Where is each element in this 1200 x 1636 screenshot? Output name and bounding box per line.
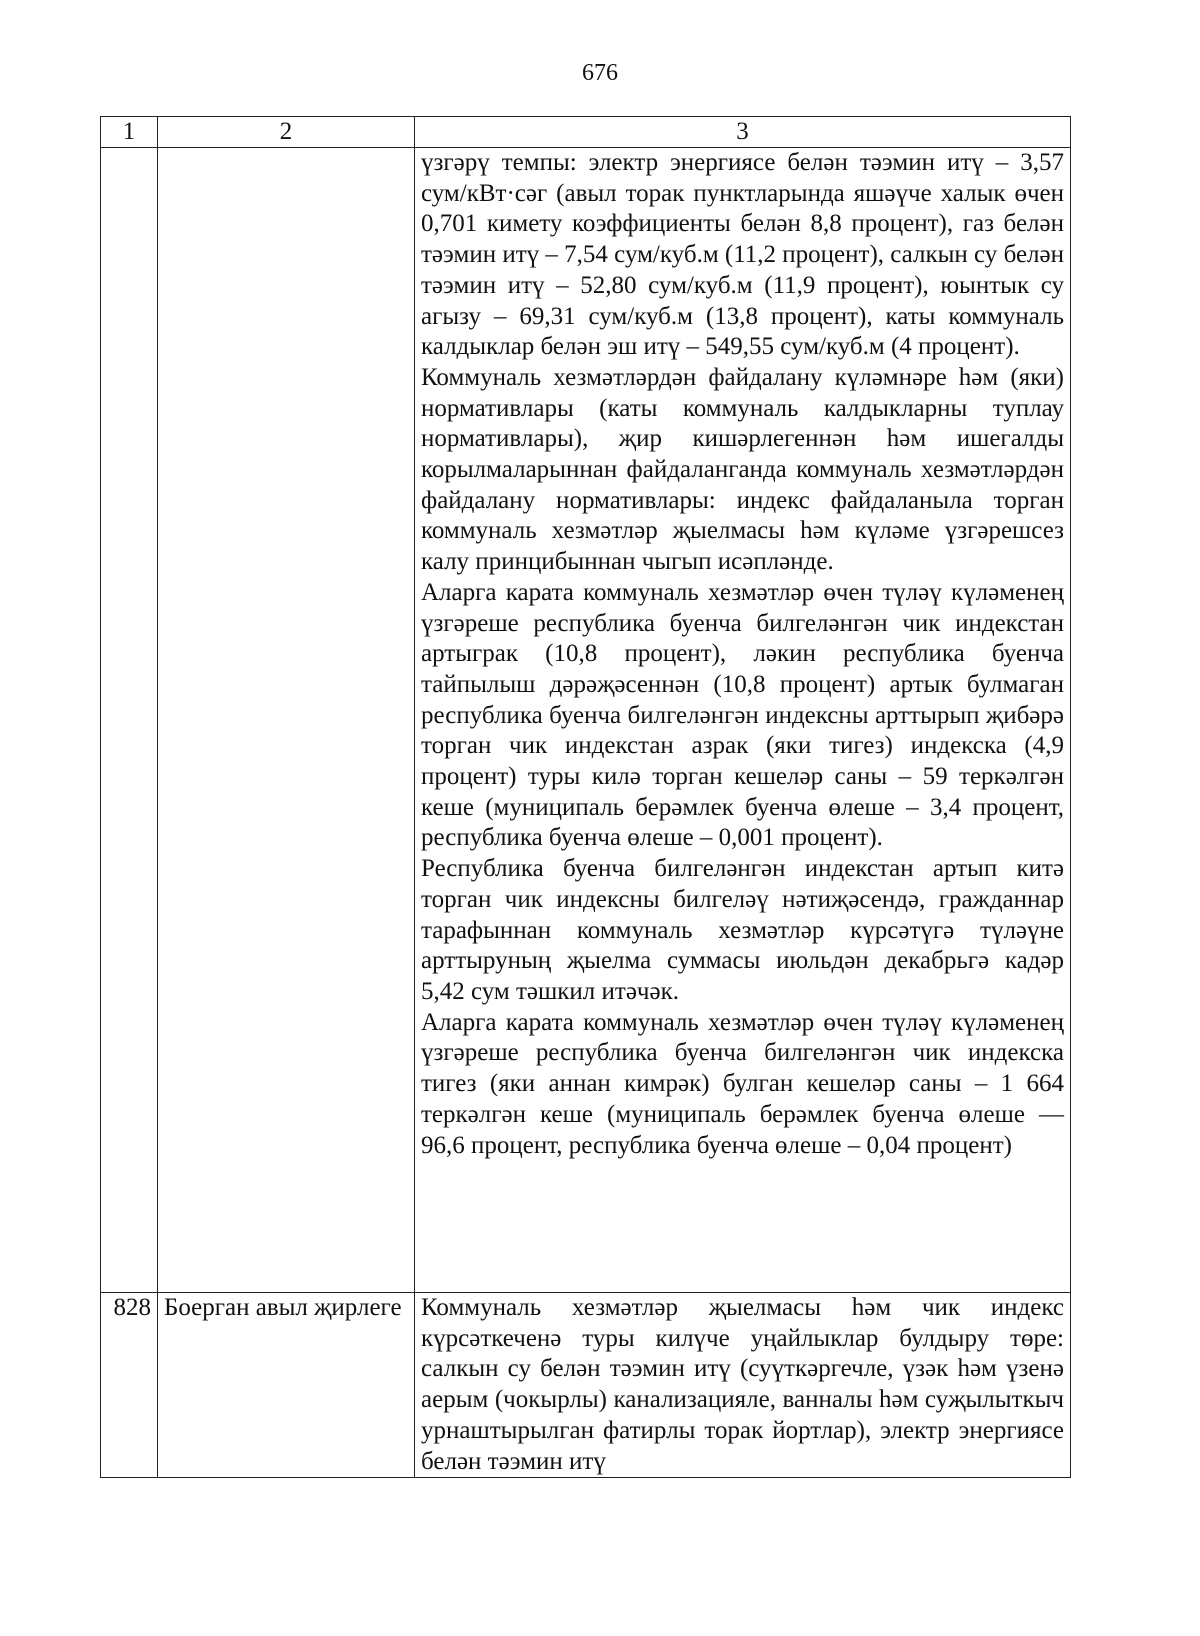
paragraph: Коммуналь хезмәтләрдән файдалану күләмнәре һәм (яки) нормативлары (каты коммуналь калдыкларны туплау нормативлары), җир кишәрлегеннән һәм ишегалды корылмаларыннан файдаланганда коммуналь хезмәтләрдән файдалану нормативлары: индекс файдаланыла торган коммуналь хезмәтләр җыелмасы һәм күләме үзгәрешсез калу принцибыннан чыгып исәпләнде.	[421, 363, 1064, 576]
paragraph: Аларга карата коммуналь хезмәтләр өчен түләү күләменең үзгәреше республика буенча билгеләнгән чик индекска тигез (яки аннан кимрәк) булган кешеләр саны – 1 664 теркәлгән кеше (муниципаль берәмлек буенча өлеше — 96,6 процент, республика буенча өлеше – 0,04 процент)	[421, 1008, 1064, 1159]
table-row	[101, 1293, 1071, 1478]
paragraph: үзгәрү темпы: электр энергиясе белән тәэмин итү – 3,57 сум/кВт·сәг (авыл торак пунктларында яшәүче халык өчен 0,701 кимету коэффициенты белән 8,8 процент), газ белән тәэмин итү – 7,54 сум/куб.м (11,2 процент), салкын су белән тәэмин итү – 52,80 сум/куб.м (11,9 процент), юынтык су агызу – 69,31 сум/куб.м (13,8 процент), каты коммуналь калдыклар белән эш итү – 549,55 сум/куб.м (4 процент).	[421, 149, 1064, 361]
paragraph: Аларга карата коммуналь хезмәтләр өчен түләү күләменең үзгәреше республика буенча билгеләнгән чик индекстан артыграк (10,8 процент), ләкин республика буенча тайпылыш дәрәҗәсеннән (10,8 процент) артык булмаган республика буенча билгеләнгән индексны арттырып җибәрә торган чик индекстан азрак (яки тигез) индекска (4,9 процент) туры килә торган кешеләр саны – 59 теркәлгән кеше (муниципаль берәмлек буенча өлеше – 3,4 процент, республика буенча өлеше – 0,001 процент).	[421, 578, 1064, 852]
header-col-1: 1	[101, 117, 158, 148]
indicator-table	[100, 116, 1071, 1478]
row-number	[101, 148, 158, 1293]
row-description	[415, 1293, 1071, 1478]
header-col-2: 2	[158, 117, 415, 148]
page-number: 676	[582, 60, 618, 86]
row-description	[415, 148, 1071, 1293]
paragraph: Коммуналь хезмәтләр җыелмасы һәм чик индекс күрсәткеченә туры килүче уңайлыклар булдыру төре: салкын су белән тәэмин итү (суүткәргечле, үзәк һәм үзенә аерым (чокырлы) канализацияле, ванналы һәм суҗылыткыч урнаштырылган фатирлы торак йортлар), электр энергиясе белән тәэмин итү	[421, 1294, 1064, 1475]
table-header-row	[101, 117, 1071, 148]
paragraph: Республика буенча билгеләнгән индекстан артып китә торган чик индексны билгеләү нәтиҗәсендә, гражданнар тарафыннан коммуналь хезмәтләр күрсәтүгә түләүне арттыруның җыелма суммасы июльдән декабрьгә кадәр 5,42 сум тәшкил итәчәк.	[421, 855, 1064, 1005]
row-number: 828	[101, 1293, 158, 1478]
header-col-3: 3	[415, 117, 1071, 148]
table-row	[101, 148, 1071, 1293]
settlement-name: Боерган авыл җирлеге	[158, 1293, 415, 1478]
settlement-name	[158, 148, 415, 1293]
